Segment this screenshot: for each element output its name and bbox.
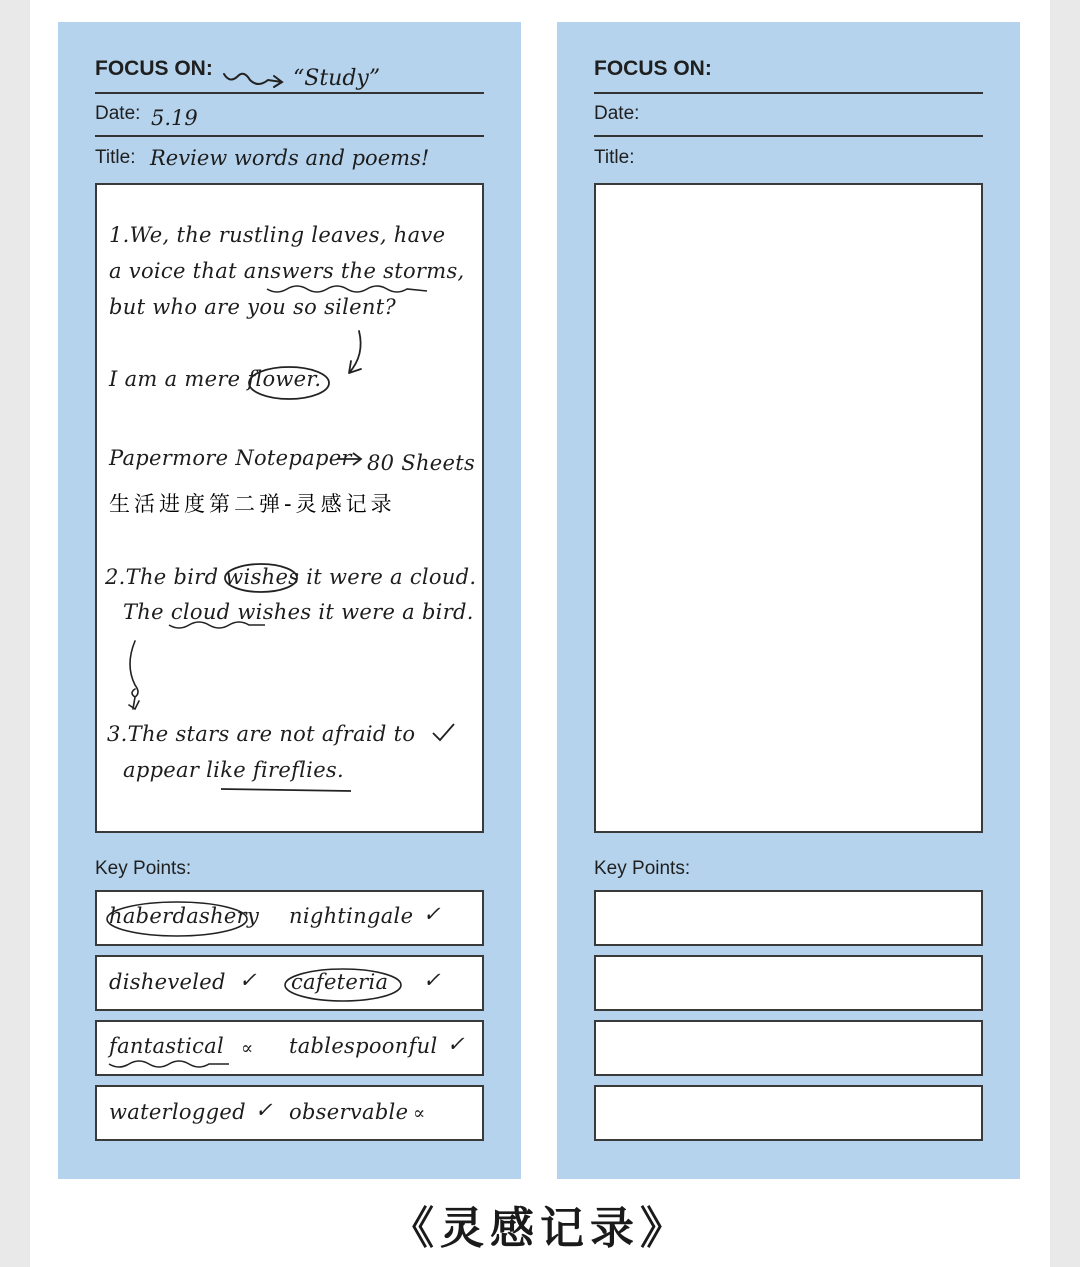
key-point-row	[95, 955, 484, 1011]
notes-area	[594, 183, 983, 833]
half-mark-icon: ∝	[413, 1103, 426, 1124]
key-word: tablespoonful	[289, 1034, 438, 1058]
check-icon: ✓	[423, 902, 441, 926]
date-rule	[95, 135, 484, 137]
title-label: Title:	[594, 147, 635, 168]
check-icon: ✓	[447, 1032, 465, 1056]
key-word: haberdashery	[109, 904, 260, 928]
notepaper-filled	[58, 22, 521, 1179]
note-line-8: The cloud wishes it were a bird.	[123, 600, 474, 624]
curved-arrow-icon	[349, 331, 361, 373]
check-icon: ✓	[239, 968, 257, 992]
loop-arrow-icon	[129, 641, 139, 709]
key-point-row	[95, 1020, 484, 1076]
note-line-5b: 80 Sheets	[367, 451, 476, 475]
note-line-6: 生活进度第二弹-灵感记录	[109, 492, 396, 516]
date-rule	[594, 135, 983, 137]
date-label: Date:	[594, 103, 640, 124]
key-point-row	[95, 1085, 484, 1141]
focus-rule	[95, 92, 484, 94]
key-point-row	[95, 890, 484, 946]
check-icon: ✓	[423, 968, 441, 992]
title-value: Review words and poems!	[150, 146, 430, 170]
note-line-7: 2.The bird wishes it were a cloud.	[105, 565, 477, 589]
half-mark-icon: ∝	[241, 1038, 254, 1059]
focus-value: “Study”	[293, 66, 381, 91]
date-value: 5.19	[151, 106, 198, 130]
key-word: observable	[289, 1100, 409, 1124]
key-point-row	[594, 1020, 983, 1076]
key-word: waterlogged	[109, 1100, 246, 1124]
key-point-row	[594, 890, 983, 946]
focus-label: FOCUS ON:	[95, 57, 213, 80]
notepaper-blank	[557, 22, 1020, 1179]
key-point-row	[594, 955, 983, 1011]
note-line-5: Papermore Notepaper	[109, 446, 352, 470]
check-icon	[433, 724, 454, 740]
key-points-label: Key Points:	[95, 858, 192, 879]
notes-area	[95, 183, 484, 833]
note-line-2: a voice that answers the storms,	[109, 259, 465, 283]
key-word: cafeteria	[291, 970, 389, 994]
note-line-10: appear like fireflies.	[123, 758, 344, 782]
wavy-underline-icon	[267, 286, 427, 292]
note-line-9: 3.The stars are not afraid to	[107, 722, 416, 746]
footer-title: 《灵感记录》	[390, 1203, 690, 1254]
underline-icon	[221, 789, 351, 791]
focus-rule	[594, 92, 983, 94]
key-word: fantastical	[109, 1034, 225, 1058]
note-line-4: I am a mere flower.	[109, 367, 322, 391]
key-word: nightingale	[289, 904, 414, 928]
check-icon: ✓	[255, 1098, 273, 1122]
note-line-1: 1.We, the rustling leaves, have	[109, 223, 446, 247]
focus-label: FOCUS ON:	[594, 57, 712, 80]
key-word: disheveled	[109, 970, 226, 994]
key-points-label: Key Points:	[594, 858, 691, 879]
note-line-3: but who are you so silent?	[109, 295, 397, 319]
title-label: Title:	[95, 147, 136, 168]
key-point-row	[594, 1085, 983, 1141]
date-label: Date:	[95, 103, 141, 124]
